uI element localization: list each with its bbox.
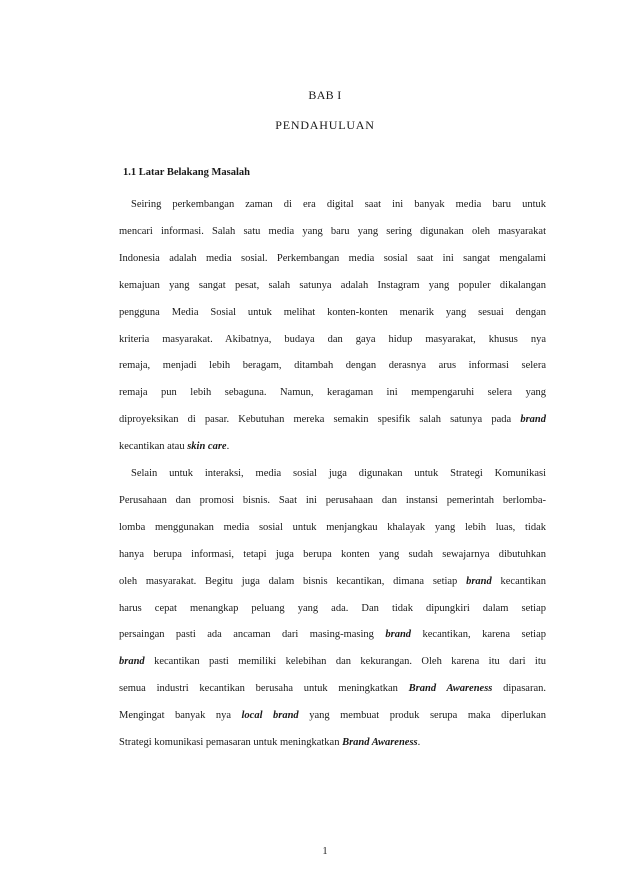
text-line: kemajuan yang sangat pesat, salah satunya adalah Instagram yang populer dikalangan	[119, 279, 546, 291]
text-line	[119, 655, 546, 669]
text-segment: kecantikan, karena setiap	[411, 629, 546, 641]
chapter-title: PENDAHULUAN	[275, 118, 375, 132]
text-segment: persaingan pasti ada ancaman dari masing-masing	[119, 629, 386, 641]
text-segment: kecantikan atau	[119, 441, 188, 453]
emphasis-term: Brand Awareness	[408, 683, 493, 695]
text-line: remaja, menjadi lebih beragam, ditambah dengan derasnya arus informasi selera	[119, 360, 546, 372]
text-line: Indonesia adalah media sosial. Perkembangan media sosial saat ini sangat mengalami	[119, 252, 546, 264]
text-segment: dipasaran.	[492, 683, 546, 695]
text-line	[119, 628, 546, 642]
page-number: 1	[322, 846, 328, 857]
text-segment: .	[226, 441, 230, 453]
emphasis-term: brand	[119, 656, 145, 668]
text-line	[119, 440, 546, 454]
text-line	[119, 682, 546, 696]
text-line	[119, 709, 546, 723]
emphasis-term: brand	[385, 629, 412, 641]
text-segment: Strategi komunikasi pemasaran untuk meningkatkan	[119, 737, 343, 748]
text-line: hanya berupa informasi, tetapi juga berupa konten yang sudah sewajarnya dibutuhkan	[119, 548, 546, 560]
text-line: mencari informasi. Salah satu media yang baru yang sering digunakan oleh masyarakat	[119, 225, 546, 237]
text-line: pengguna Media Sosial untuk melihat konten-konten menarik yang sesuai dengan	[119, 306, 546, 318]
emphasis-term: brand	[466, 575, 492, 587]
text-line	[119, 736, 546, 750]
text-segment: kecantikan pasti memiliki kelebihan dan kekurangan. Oleh karena itu dari itu	[144, 656, 546, 668]
section-heading: 1.1 Latar Belakang Masalah	[123, 167, 250, 178]
emphasis-term: Brand Awareness	[342, 737, 418, 748]
text-line: lomba menggunakan media sosial untuk menjangkau khalayak yang lebih luas, tidak	[119, 521, 546, 533]
chapter-number: BAB I	[308, 88, 342, 102]
text-line: kriteria masyarakat. Akibatnya, budaya dan gaya hidup masyarakat, khusus nya	[119, 333, 546, 345]
text-segment: yang membuat produk serupa maka diperlukan	[298, 710, 546, 722]
text-line	[119, 575, 546, 589]
text-segment: semua industri kecantikan berusaha untuk meningkatkan	[119, 683, 409, 695]
text-line: Perusahaan dan promosi bisnis. Saat ini perusahaan dan instansi pemerintah berlomba-	[119, 494, 546, 506]
text-segment: .	[417, 737, 421, 748]
text-line: harus cepat menangkap peluang yang ada. Dan tidak dipungkiri dalam setiap	[119, 602, 546, 614]
emphasis-term: brand	[520, 414, 546, 426]
text-line: Seiring perkembangan zaman di era digital saat ini banyak media baru untuk	[131, 199, 546, 210]
emphasis-term: local brand	[241, 710, 299, 722]
text-segment: diproyeksikan di pasar. Kebutuhan mereka semakin spesifik salah satunya pada	[119, 414, 521, 426]
emphasis-term: skin care	[187, 441, 227, 453]
text-segment: kecantikan	[491, 575, 546, 587]
text-line: remaja pun lebih sebaguna. Namun, keragaman ini mempengaruhi selera yang	[119, 387, 546, 399]
text-segment: Mengingat banyak nya	[119, 710, 242, 722]
text-line: Selain untuk interaksi, media sosial juga digunakan untuk Strategi Komunikasi	[131, 468, 546, 479]
text-segment: oleh masyarakat. Begitu juga dalam bisnis kecantikan, dimana setiap	[119, 575, 467, 587]
text-line	[119, 413, 546, 427]
